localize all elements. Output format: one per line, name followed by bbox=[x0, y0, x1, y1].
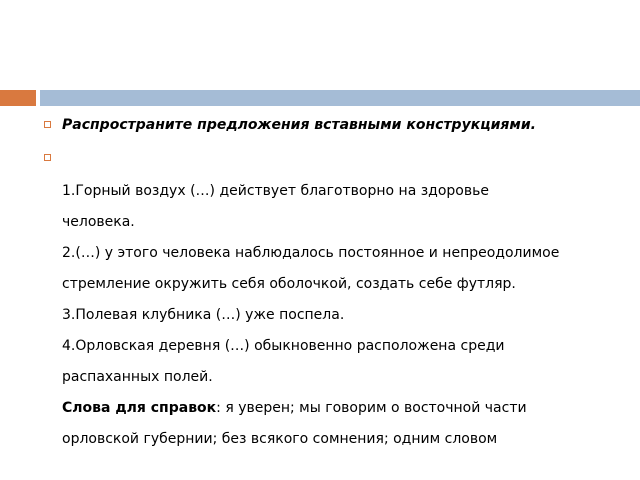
hint-line-2: орловской губернии; без всякого сомнения; одним словом bbox=[62, 431, 498, 447]
hint-label: Слова для справок bbox=[62, 400, 217, 416]
hint-text: : я уверен; мы говорим о восточной части bbox=[216, 400, 527, 416]
sentence-line: 4.Орловская деревня (…) обыкновенно расположена среди bbox=[62, 338, 505, 354]
sentence-line: 3.Полевая клубника (…) уже поспела. bbox=[62, 307, 345, 323]
sentence-line: 2.(…) у этого человека наблюдалось постоянное и непреодолимое bbox=[62, 245, 560, 261]
sentences-list bbox=[62, 176, 622, 455]
square-bullet-icon bbox=[44, 154, 51, 161]
sentence-line: стремление окружить себя оболочкой, создать себе футляр. bbox=[62, 276, 516, 292]
sentence-line: человека. bbox=[62, 214, 135, 230]
hint-line-1 bbox=[62, 393, 622, 424]
square-bullet-icon bbox=[44, 121, 51, 128]
sentence-line: 1.Горный воздух (…) действует благотворно на здоровье bbox=[62, 183, 489, 199]
task-heading: Распространите предложения вставными конструкциями. bbox=[62, 117, 536, 133]
sentence-line: распаханных полей. bbox=[62, 369, 213, 385]
